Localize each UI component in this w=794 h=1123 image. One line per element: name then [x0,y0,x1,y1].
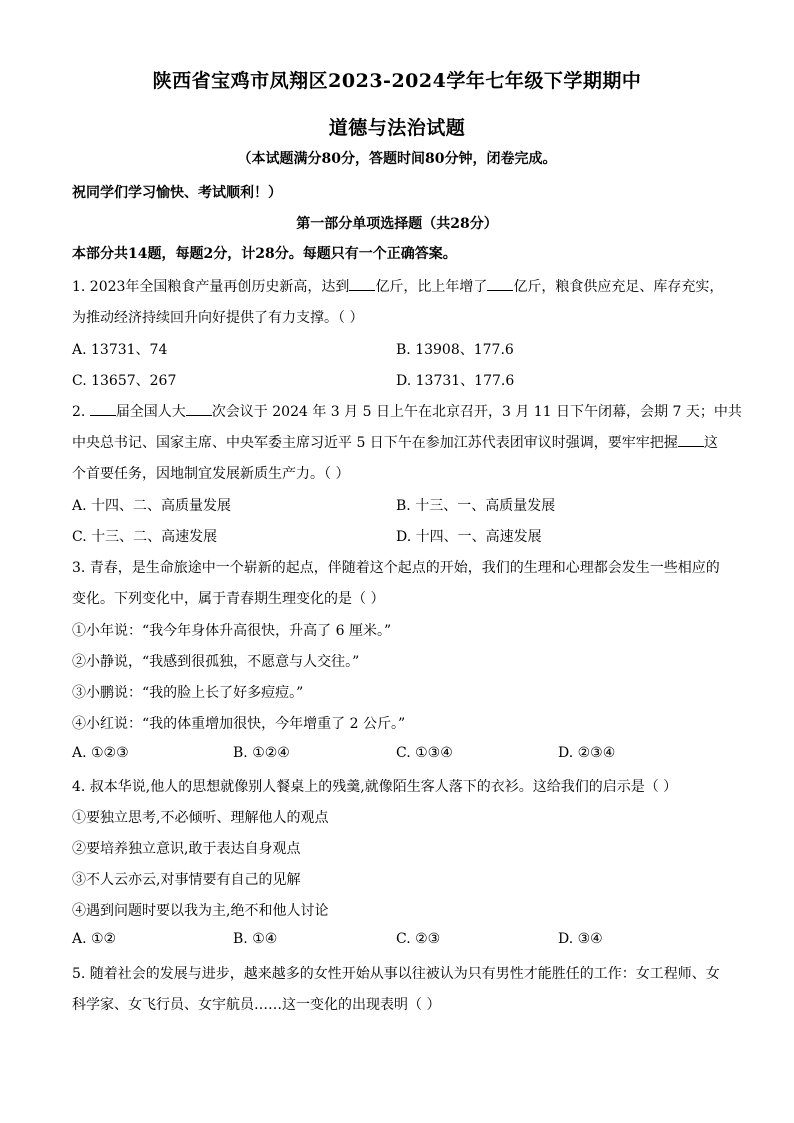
q1-option-c: C. 13657、267 [72,373,177,389]
q1-blank-1 [349,278,375,291]
q2-text-line2: 中央总书记、国家主席、中央军委主席习近平 5 日下午在参加江苏代表团审议时强调，要牢牢把握 [72,435,678,451]
q2-option-d: D. 十四、一、高速发展 [396,529,542,545]
q1-stem-line2: 为推动经济持续回升向好提供了有力支撑。（ ） [72,310,364,326]
q1-text-a: 1. 2023年全国粮食产量再创历史新高，达到 [72,279,350,295]
q2-option-b: B. 十三、一、高质量发展 [396,498,556,514]
q1-option-a: A. 13731、74 [72,342,168,358]
q3-option-b: B. ①②④ [233,745,290,761]
q4-option-d: D. ③④ [558,931,603,947]
q3-stem-line1: 3. 青春，是生命旅途中一个崭新的起点，伴随着这个起点的开始，我们的生理和心理都会发生一些相应的 [72,560,720,576]
q2-option-c: C. 十三、二、高速发展 [72,529,218,545]
q5-stem-line1: 5. 随着社会的发展与进步，越来越多的女性开始从事以往被认为只有男性才能胜任的工作：女工程师、女 [72,966,720,982]
q2-text-c: 次会议于 2024 年 3 月 5 日上午在北京召开，3 月 11 日下午闭幕，会期 7 天；中共 [211,404,742,420]
exam-wish: 祝同学们学习愉快、考试顺利！） [72,185,282,201]
q2-stem-line2 [72,432,718,452]
q2-blank-1 [90,403,116,416]
q3-option-d: D. ②③④ [558,745,616,761]
q4-option-a: A. ①② [72,931,117,947]
q2-text-a: 2. [72,404,90,420]
q4-statement-4: ④遇到问题时要以我为主,绝不和他人讨论 [72,903,329,919]
exam-subject-title: 道德与法治试题 [328,117,466,139]
q5-stem-line2: 科学家、女飞行员、女宇航员……这一变化的出现表明（ ） [72,997,441,1013]
exam-note: （本试题满分80分，答题时间80分钟，闭卷完成。 [237,151,557,167]
exam-title: 陕西省宝鸡市凤翔区2023-2024学年七年级下学期期中 [152,70,642,92]
q2-stem-line1 [72,401,742,421]
q2-stem-line3: 个首要任务，因地制宜发展新质生产力。（ ） [72,466,350,482]
q3-statement-1: ①小年说：“我今年身体升高很快，升高了 6 厘米。” [72,623,392,639]
q4-stem-line1: 4. 叔本华说,他人的思想就像别人餐桌上的残羹,就像陌生客人落下的衣衫。这给我们的启示是（ ） [72,779,678,795]
q1-text-b: 亿斤，比上年增了 [375,279,488,295]
section-title: 第一部分单项选择题（共28分） [296,216,498,232]
q1-stem-line1 [72,276,723,296]
q1-text-c: 亿斤，粮食供应充足、库存充实， [513,279,724,295]
q2-text-b: 届全国人大 [115,404,186,420]
q3-option-c: C. ①③④ [396,745,453,761]
section-instruction: 本部分共14题，每题2分，计28分。每题只有一个正确答案。 [72,246,457,262]
q2-text-line2b: 这 [703,435,718,451]
q3-stem-line2: 变化。下列变化中，属于青春期生理变化的是（ ） [72,591,385,607]
q3-statement-4: ④小红说：“我的体重增加很快，今年增重了 2 公斤。” [72,716,406,732]
q2-option-a: A. 十四、二、高质量发展 [72,498,232,514]
q4-statement-2: ②要培养独立意识,敢于表达自身观点 [72,841,301,857]
q4-statement-1: ①要独立思考,不必倾听、理解他人的观点 [72,810,329,826]
q3-option-a: A. ①②③ [72,745,129,761]
q4-statement-3: ③不人云亦云,对事情要有自己的见解 [72,872,301,888]
q2-blank-3 [678,434,704,447]
q1-option-d: D. 13731、177.6 [396,373,515,389]
q1-blank-2 [487,278,513,291]
q4-option-b: B. ①④ [233,931,278,947]
q4-option-c: C. ②③ [396,931,441,947]
q3-statement-3: ③小鹏说：“我的脸上长了好多痘痘。” [72,685,304,701]
q3-statement-2: ②小静说，“我感到很孤独，不愿意与人交往。” [72,654,360,670]
q1-option-b: B. 13908、177.6 [396,342,514,358]
q2-blank-2 [186,403,212,416]
